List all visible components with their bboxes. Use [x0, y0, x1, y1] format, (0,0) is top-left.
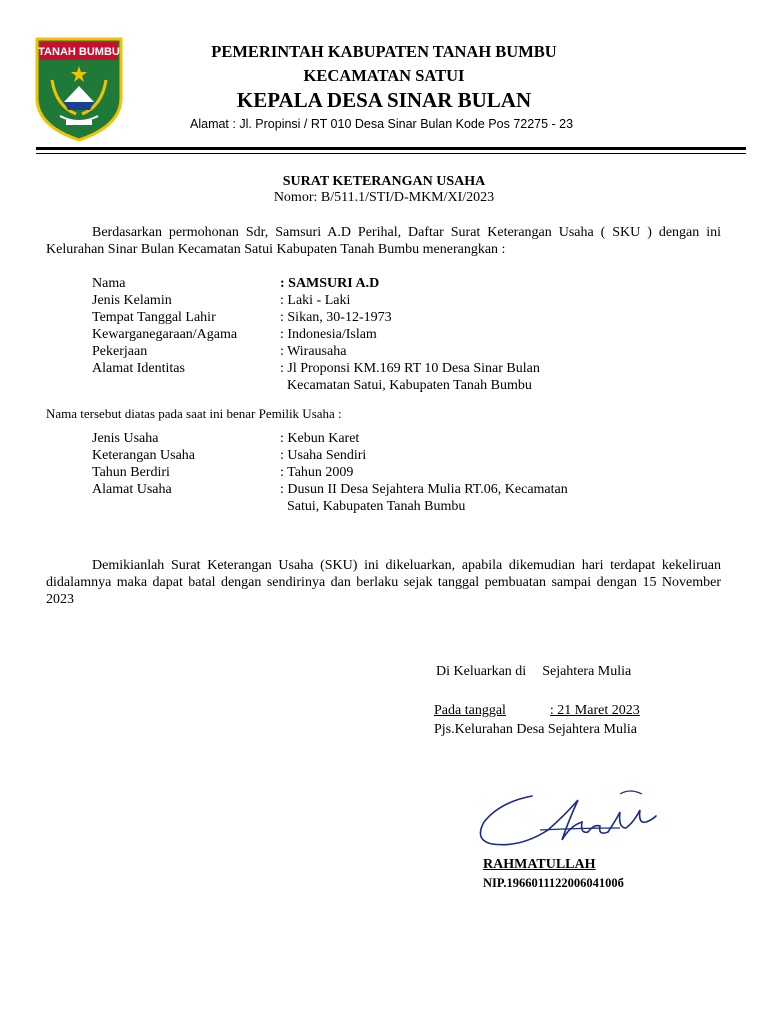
detail-value: : Indonesia/Islam — [280, 327, 377, 342]
detail-label: Tempat Tanggal Lahir — [92, 310, 216, 325]
business-intro: Nama tersebut diatas pada saat ini benar Pemilik Usaha : — [46, 406, 342, 421]
header-district: KECAMATAN SATUI — [303, 66, 465, 85]
business-value: : Usaha Sendiri — [280, 448, 367, 463]
business-value: : Tahun 2009 — [280, 465, 354, 480]
header-divider-thin — [36, 153, 746, 154]
header-address: Alamat : Jl. Propinsi / RT 010 Desa Sinar Bulan Kode Pos 72275 - 23 — [190, 117, 574, 131]
detail-label: Kewarganegaraan/Agama — [92, 327, 238, 342]
header-divider-thick — [36, 147, 746, 150]
business-value: : Kebun Karet — [280, 431, 360, 446]
detail-value: : SAMSURI A.D — [280, 276, 380, 291]
business-row — [92, 481, 607, 498]
detail-row — [92, 275, 607, 292]
person-details — [92, 275, 607, 394]
document-title: SURAT KETERANGAN USAHA — [282, 174, 486, 189]
detail-row — [92, 360, 607, 377]
date-label: Pada tanggal — [434, 703, 506, 718]
opening-text: Berdasarkan permohonan Sdr, Samsuri A.D Perihal, Daftar Surat Keterangan Usaha ( SKU ) dengan ini Kelurahan Sinar Bulan Kecamatan Satui Kabupaten Tanah Bumbu menerangkan : — [46, 225, 721, 257]
business-value: : Dusun II Desa Sejahtera Mulia RT.06, Kecamatan — [280, 482, 568, 497]
signer-nip: NIP.196601112200604100б — [483, 876, 624, 890]
header-government: PEMERINTAH KABUPATEN TANAH BUMBU — [211, 42, 557, 61]
business-label: Keterangan Usaha — [92, 448, 196, 463]
document-number: Nomor: B/511.1/STI/D-MKM/XI/2023 — [273, 190, 495, 205]
detail-value: : Jl Proponsi KM.169 RT 10 Desa Sinar Bulan — [280, 361, 540, 376]
business-row — [92, 464, 607, 481]
issued-place: Sejahtera Mulia — [542, 664, 632, 679]
detail-label: Nama — [92, 276, 126, 291]
business-label: Alamat Usaha — [92, 482, 172, 497]
closing-text: Demikianlah Surat Keterangan Usaha (SKU) ini dikeluarkan, apabila dikemudian hari terdapat kekeliruan didalamnya maka dapat batal dengan sendirinya dan berlaku sejak tanggal pembuatan sampai dengan 15 November 2023 — [46, 558, 721, 607]
detail-row — [92, 326, 607, 343]
business-value-continued: Satui, Kabupaten Tanah Bumbu — [287, 499, 466, 514]
business-label: Jenis Usaha — [92, 431, 159, 446]
detail-value: : Wirausaha — [280, 344, 347, 359]
issued-label: Di Keluarkan di — [436, 664, 527, 679]
business-row — [92, 430, 607, 447]
signer-name: RAHMATULLAH — [483, 857, 596, 872]
detail-label: Alamat Identitas — [92, 361, 185, 376]
detail-value-continued: Kecamatan Satui, Kabupaten Tanah Bumbu — [287, 378, 532, 393]
issue-date — [434, 703, 640, 719]
issued-at — [436, 664, 631, 680]
header-village-head: KEPALA DESA SINAR BULAN — [236, 88, 532, 112]
detail-row — [92, 309, 607, 326]
logo-text: TANAH BUMBU — [38, 46, 120, 58]
detail-value: : Sikan, 30-12-1973 — [280, 310, 392, 325]
closing-paragraph — [46, 557, 721, 608]
date-value: : 21 Maret 2023 — [549, 703, 640, 718]
detail-value: : Laki - Laki — [280, 293, 351, 308]
detail-row — [92, 343, 607, 360]
opening-paragraph — [46, 224, 721, 258]
detail-label: Pekerjaan — [92, 344, 148, 359]
detail-row — [92, 292, 607, 309]
detail-label: Jenis Kelamin — [92, 293, 172, 308]
business-details — [92, 430, 607, 515]
signer-role: Pjs.Kelurahan Desa Sejahtera Mulia — [434, 722, 637, 737]
business-row — [92, 447, 607, 464]
business-label: Tahun Berdiri — [92, 465, 170, 480]
handwritten-signature — [470, 782, 670, 862]
business-row-continuation — [92, 498, 607, 515]
detail-row-continuation — [92, 377, 607, 394]
